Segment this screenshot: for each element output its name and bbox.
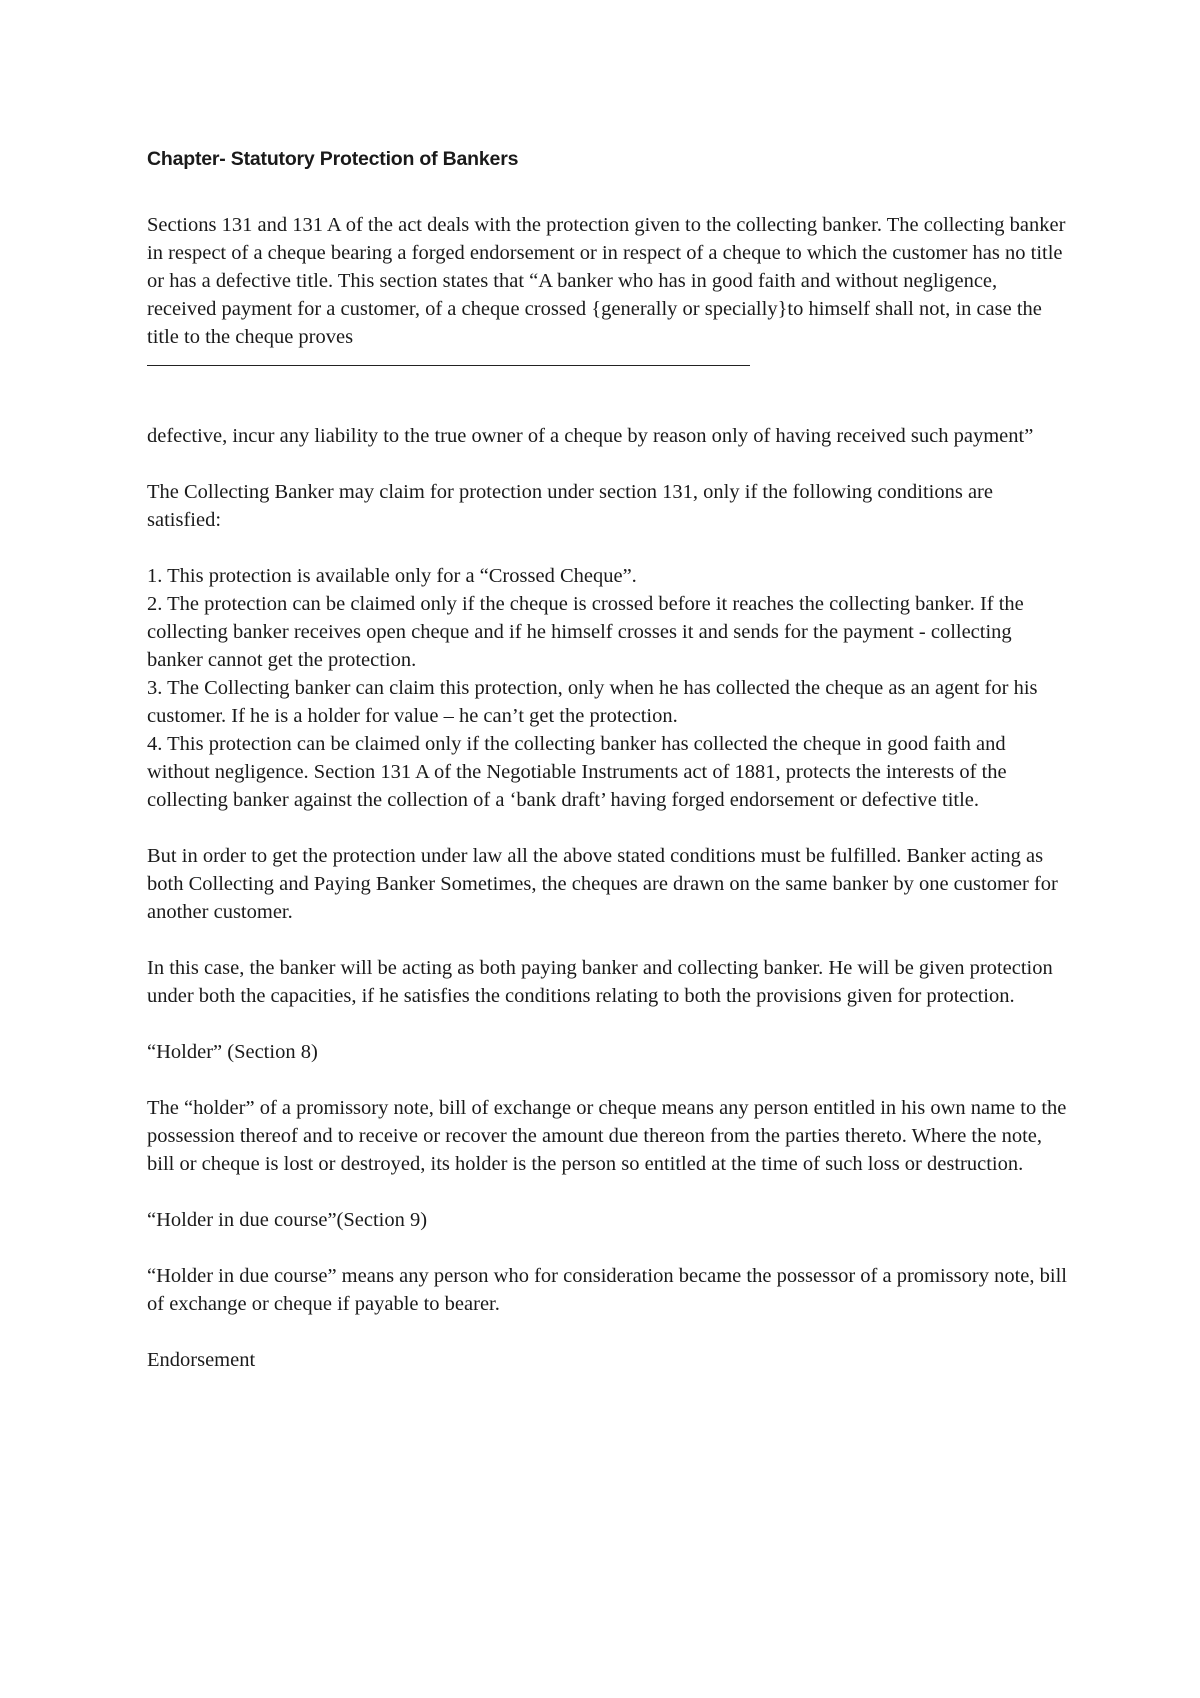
document-page — [147, 145, 1067, 1402]
conditions-fulfilled-paragraph: But in order to get the protection under law all the above stated conditions must be fulfilled. Banker acting as both Collecting and Paying Banker Sometimes, the cheques are drawn on the same banker by one customer for another customer. — [147, 845, 1058, 923]
holder-paragraph: The “holder” of a promissory note, bill of exchange or cheque means any person entitled in his own name to the possession thereof and to receive or recover the amount due thereon from the parties thereto. Where the note, bill or cheque is lost or destroyed, its holder is the person so entitled at the time of such loss or destruction. — [147, 1097, 1067, 1175]
document-title: Chapter- Statutory Protection of Bankers — [147, 148, 519, 170]
list-item: 2. The protection can be claimed only if the cheque is crossed before it reaches the collecting banker. If the collecting banker receives open cheque and if he himself crosses it and sends for the payment - collecting banker cannot get the protection. — [147, 593, 1024, 671]
conditions-list — [147, 562, 1067, 814]
holder-due-course-paragraph: “Holder in due course” means any person who for consideration became the possessor of a promissory note, bill of exchange or cheque if payable to bearer. — [147, 1265, 1067, 1315]
conditions-intro-paragraph: The Collecting Banker may claim for protection under section 131, only if the following conditions are satisfied: — [147, 481, 993, 531]
list-item: 1. This protection is available only for a “Crossed Cheque”. — [147, 565, 637, 587]
continuation-paragraph: defective, incur any liability to the true owner of a cheque by reason only of having received such payment” — [147, 425, 1034, 447]
both-capacities-paragraph: In this case, the banker will be acting as both paying banker and collecting banker. He will be given protection under both the capacities, if he satisfies the conditions relating to both the provisions given for protection. — [147, 957, 1053, 1007]
page-break-rule — [147, 365, 750, 366]
holder-heading: “Holder” (Section 8) — [147, 1041, 318, 1063]
holder-due-course-heading: “Holder in due course”(Section 9) — [147, 1209, 428, 1231]
list-item: 3. The Collecting banker can claim this protection, only when he has collected the cheque as an agent for his customer. If he is a holder for value – he can’t get the protection. — [147, 677, 1038, 727]
endorsement-heading: Endorsement — [147, 1349, 256, 1371]
list-item: 4. This protection can be claimed only if the collecting banker has collected the cheque in good faith and without negligence. Section 131 A of the Negotiable Instruments act of 1881, protects the interests of the collecting banker against the collection of a ‘bank draft’ having forged endorsement or defective title. — [147, 733, 1007, 811]
intro-paragraph: Sections 131 and 131 A of the act deals with the protection given to the collecting banker. The collecting banker in respect of a cheque bearing a forged endorsement or in respect of a cheque to which the customer has no title or has a defective title. This section states that “A banker who has in good faith and without negligence, received payment for a customer, of a cheque crossed {generally or specially}to himself shall not, in case the title to the cheque proves — [147, 214, 1066, 348]
